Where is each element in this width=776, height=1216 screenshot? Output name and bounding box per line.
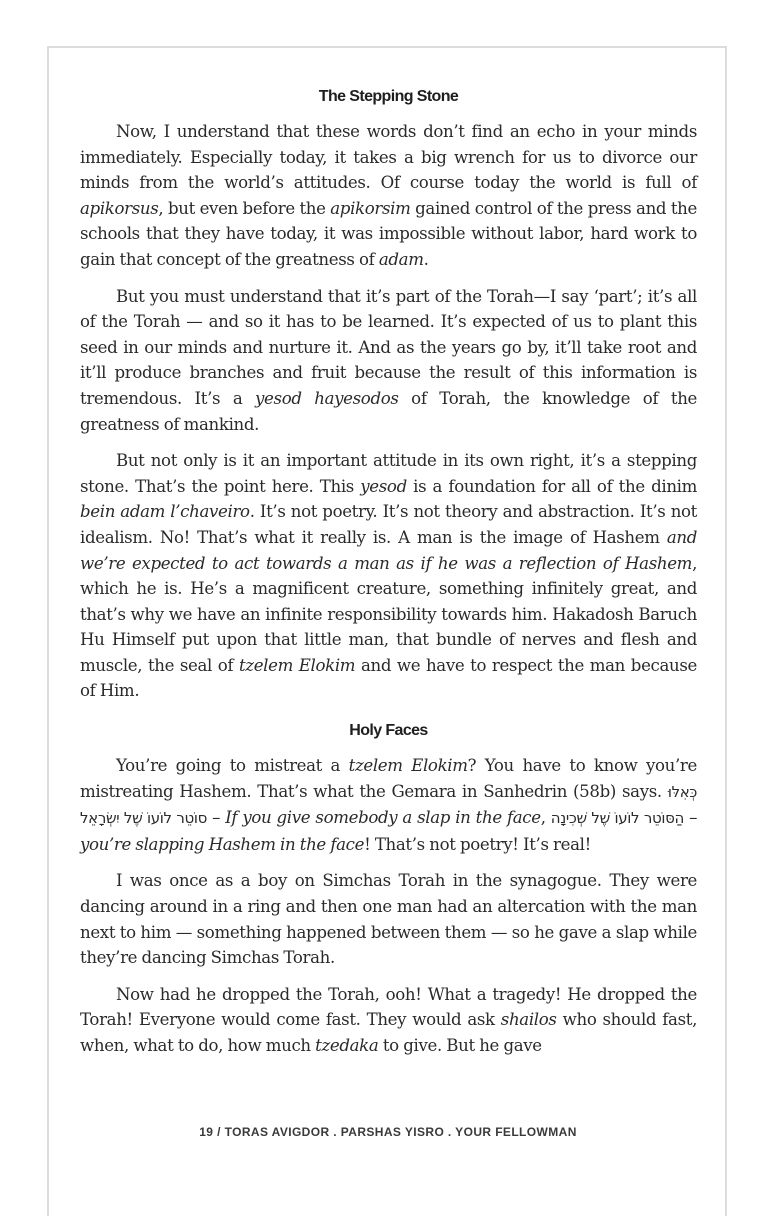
- text-run: Now had he dropped the Torah, ooh! What a tragedy! He dropped the Torah! Everyone would come fast. They would ask: [80, 984, 697, 1030]
- text-run: , which he is. He’s a magnificent creature, something infinitely great, and that’s why we have an infinite responsibility towards him. Hakadosh Baruch Hu Himself put upon that little man, that bundle of nerves and flesh and muscle, the seal of: [80, 553, 697, 675]
- body-paragraph: [80, 982, 697, 1059]
- italic-term: apikorsus: [80, 198, 159, 218]
- body-paragraph: [80, 753, 697, 857]
- italic-translation: If you give somebody a slap in the face: [225, 808, 541, 828]
- section-heading-holy-faces: Holy Faces: [349, 722, 428, 740]
- italic-term: yesod: [360, 476, 407, 496]
- text-run: and we have to respect the man because of Him.: [80, 655, 698, 701]
- text-run: –: [683, 808, 698, 828]
- italic-translation: you’re slapping Hashem in the face: [80, 834, 365, 854]
- page-content: [80, 84, 697, 1070]
- body-paragraph: [80, 119, 697, 273]
- body-paragraph: [80, 448, 697, 704]
- italic-term: tzelem Elokim: [238, 655, 356, 675]
- text-run: .: [423, 249, 429, 269]
- italic-term: tzedaka: [315, 1036, 379, 1055]
- text-run: . It’s not poetry. It’s not theory and abstraction. It’s not idealism. No! That’s what it really is. A man is the image of Hashem: [80, 502, 698, 547]
- italic-term: apikorsim: [330, 198, 411, 218]
- hebrew-quote: הַסּוֹטֵר לוֹעוֹ שֶׁל שְׁכִינָה: [550, 809, 684, 828]
- running-footer: 19 / TORAS AVIGDOR . PARSHAS YISRO . YOUR FELLOWMAN: [199, 1125, 577, 1139]
- text-run: You’re going to mistreat a: [116, 756, 349, 776]
- italic-term: shailos: [500, 1010, 557, 1030]
- text-run: But you must understand that it’s part of the Torah—I say ‘part’; it’s all of the Torah — and so it has to be learned. It’s expected of us to plant this seed in our minds and nurture it. And as the years go by, it’ll take root and it’ll produce branches and fruit because the result of this information is tremendous. It’s a: [80, 286, 697, 408]
- hebrew-quote: כְּאִלּוּ סוֹטֵר לוֹעוֹ שֶׁל יִשְׂרָאֵל: [80, 782, 697, 828]
- text-run: ! That’s not poetry! It’s real!: [364, 834, 591, 854]
- text-run: , but even before the: [158, 198, 331, 218]
- body-paragraph: [80, 868, 697, 970]
- body-paragraph: [80, 284, 697, 438]
- text-run: –: [206, 808, 226, 828]
- text-run: who should fast, when, what to do, how much: [80, 1010, 697, 1055]
- text-run: But not only is it an important attitude in its own right, it’s a stepping stone. That’s the point here. This: [80, 451, 697, 496]
- italic-term: yesod hayesodos: [255, 388, 399, 408]
- italic-phrase: and we’re expected to act towards a man as if he was a reflection of Hashem: [80, 527, 697, 573]
- text-run: ? You have to know you’re mistreating Hashem. That’s what the Gemara in Sanhedrin (58b) says.: [80, 756, 697, 801]
- italic-term: bein adam l’chaveiro: [80, 502, 250, 522]
- italic-term: tzelem Elokim: [348, 756, 468, 776]
- text-run: ,: [540, 808, 551, 828]
- italic-term: adam: [378, 249, 424, 269]
- section-heading-stepping-stone: The Stepping Stone: [318, 88, 459, 105]
- text-run: of Torah, the knowledge of the greatness of mankind.: [80, 388, 697, 434]
- text-run: I was once as a boy on Simchas Torah in the synagogue. They were dancing around in a ring and then one man had an altercation with the man next to him — something happened between them — so he gave a slap while they’re dancing Simchas Torah.: [80, 871, 697, 968]
- text-run: Now, I understand that these words don’t find an echo in your minds immediately. Especially today, it takes a big wrench for us to divorce our minds from the world’s attitudes. Of course today the world is full of: [80, 122, 697, 193]
- text-run: to give. But he gave: [378, 1036, 542, 1055]
- text-run: gained control of the press and the schools that they have today, it was impossible without labor, hard work to gain that concept of the greatness of: [80, 198, 697, 269]
- text-run: is a foundation for all of the dinim: [406, 476, 697, 496]
